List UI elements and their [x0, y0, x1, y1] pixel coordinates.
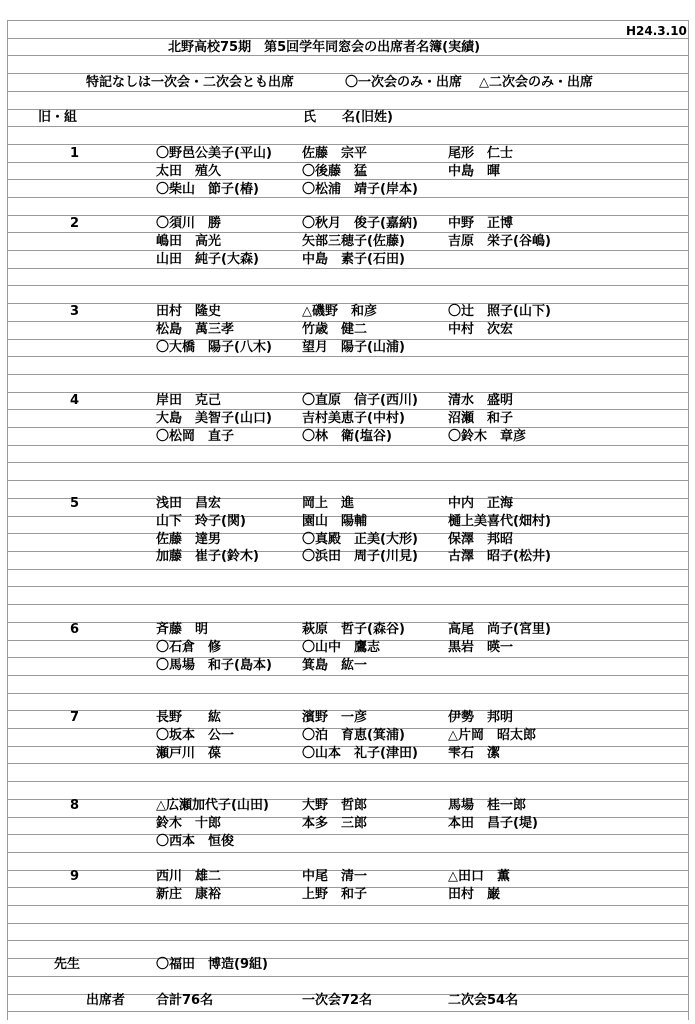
teacher-name: 〇福田 博造(9組): [156, 957, 268, 972]
grid-line: [7, 586, 688, 587]
attendee-name: 黒岩 暎一: [448, 640, 514, 655]
grid-line: [7, 462, 688, 463]
attendee-name: 岡上 進: [302, 496, 355, 511]
class-number: 5: [70, 496, 80, 511]
grid-line: [7, 763, 688, 764]
attendee-name: 中島 暉: [448, 164, 501, 179]
attendee-name: 岸田 克己: [156, 393, 222, 408]
grid-line: [7, 38, 688, 39]
class-number: 9: [70, 869, 80, 884]
page-title: 北野高校75期 第5回学年同窓会の出席者名簿(実績): [168, 40, 481, 55]
grid-line: [7, 1011, 688, 1012]
attendee-name: △田口 薫: [448, 869, 510, 884]
attendee-name: 〇浜田 周子(川見): [302, 549, 418, 564]
attendee-name: 〇山中 鷹志: [302, 640, 381, 655]
attendee-name: 高尾 尚子(宮里): [448, 622, 551, 637]
attendee-name: 古澤 昭子(松井): [448, 549, 551, 564]
legend-first-only: 〇一次会のみ・出席: [345, 75, 463, 90]
attendee-name: △磯野 和彦: [302, 304, 377, 319]
attendee-name: 山田 純子(大森): [156, 252, 259, 267]
grid-line: [7, 940, 688, 941]
attendee-name: 〇山本 礼子(津田): [302, 746, 418, 761]
attendee-name: 〇真殿 正美(大形): [302, 532, 418, 547]
grid-line: [7, 268, 688, 269]
grid-line: [7, 356, 688, 357]
class-number: 4: [70, 393, 80, 408]
class-number: 7: [70, 710, 80, 725]
attendee-name: 本多 三郎: [302, 816, 368, 831]
attendee-name: 〇須川 勝: [156, 216, 222, 231]
attendee-name: 本田 昌子(堤): [448, 816, 538, 831]
attendee-name: 瀬戸川 葆: [156, 746, 222, 761]
legend-second-only: △二次会のみ・出席: [479, 75, 593, 90]
grid-line: [7, 675, 688, 676]
grid-line: [7, 445, 688, 446]
attendee-name: 望月 陽子(山浦): [302, 340, 405, 355]
grid-line: [7, 20, 688, 21]
grid-line: [7, 604, 688, 605]
attendee-name: 中野 正博: [448, 216, 514, 231]
grid-line: [7, 409, 688, 410]
attendee-name: 〇鈴木 章彦: [448, 429, 527, 444]
attendee-name: 嶋田 高光: [156, 234, 222, 249]
grid-line: [7, 976, 688, 977]
attendee-name: 雫石 潔: [448, 746, 501, 761]
grid-left-edge: [7, 20, 8, 1020]
totals-total: 合計76名: [156, 993, 214, 1008]
attendee-name: 山下 玲子(関): [156, 514, 246, 529]
attendee-name: 〇林 衛(塩谷): [302, 429, 392, 444]
grid-line: [7, 91, 688, 92]
date-stamp: H24.3.10: [626, 24, 687, 38]
teacher-label: 先生: [54, 957, 81, 972]
column-header-name: 氏 名(旧姓): [303, 110, 393, 125]
grid-line: [7, 958, 688, 959]
attendee-name: 加藤 崔子(鈴木): [156, 549, 259, 564]
class-number: 3: [70, 304, 80, 319]
attendee-name: 馬場 桂一郎: [448, 798, 527, 813]
attendee-name: 松島 萬三孝: [156, 322, 235, 337]
attendee-name: 斉藤 明: [156, 622, 209, 637]
grid-line: [7, 162, 688, 163]
class-number: 8: [70, 798, 80, 813]
attendee-name: 〇泊 育恵(箕浦): [302, 728, 405, 743]
attendee-name: 〇坂本 公一: [156, 728, 235, 743]
attendee-name: 中島 素子(石田): [302, 252, 405, 267]
attendee-name: 田村 巌: [448, 887, 501, 902]
attendee-name: 〇馬場 和子(島本): [156, 658, 272, 673]
attendee-name: 中内 正海: [448, 496, 514, 511]
grid-line: [7, 250, 688, 251]
attendee-name: 吉村美恵子(中村): [302, 411, 405, 426]
grid-line: [7, 374, 688, 375]
attendee-name: 園山 陽輔: [302, 514, 368, 529]
attendee-name: 〇松浦 靖子(岸本): [302, 182, 418, 197]
attendee-name: 〇柴山 節子(椿): [156, 182, 259, 197]
attendee-name: 竹歳 健二: [302, 322, 368, 337]
attendee-name: 中村 次宏: [448, 322, 514, 337]
grid-line: [7, 73, 688, 74]
attendee-name: 長野 紘: [156, 710, 222, 725]
grid-line: [7, 232, 688, 233]
attendee-name: 吉原 栄子(谷嶋): [448, 234, 551, 249]
attendee-name: 新庄 康裕: [156, 887, 222, 902]
attendee-name: 浅田 昌宏: [156, 496, 222, 511]
class-number: 6: [70, 622, 80, 637]
attendee-name: 保澤 邦昭: [448, 532, 514, 547]
grid-line: [7, 285, 688, 286]
totals-label: 出席者: [86, 993, 126, 1008]
attendee-name: 佐藤 宗平: [302, 146, 368, 161]
legend-both: 特記なしは一次会・二次会とも出席: [86, 75, 295, 90]
attendee-name: 矢部三穂子(佐藤): [302, 234, 405, 249]
attendee-name: 〇西本 恒俊: [156, 834, 235, 849]
attendee-name: 沼瀬 和子: [448, 411, 514, 426]
grid-line: [7, 569, 688, 570]
attendee-name: 〇野邑公美子(平山): [156, 146, 272, 161]
attendee-name: 田村 隆史: [156, 304, 222, 319]
attendee-name: 樋上美喜代(畑村): [448, 514, 551, 529]
class-number: 2: [70, 216, 80, 231]
attendee-name: 〇辻 照子(山下): [448, 304, 551, 319]
grid-line: [7, 834, 688, 835]
grid-line: [7, 693, 688, 694]
attendee-name: 大島 美智子(山口): [156, 411, 272, 426]
attendee-name: 〇石倉 修: [156, 640, 222, 655]
grid-line: [7, 852, 688, 853]
grid-line: [7, 144, 688, 145]
grid-line: [7, 781, 688, 782]
totals-second: 二次会54名: [448, 993, 519, 1008]
attendee-name: 西川 雄二: [156, 869, 222, 884]
column-header-class: 旧・組: [38, 110, 78, 125]
grid-line: [7, 126, 688, 127]
class-number: 1: [70, 146, 80, 161]
attendee-name: 〇松岡 直子: [156, 429, 235, 444]
grid-right-edge: [688, 20, 689, 1020]
attendee-name: 箕島 紘一: [302, 658, 368, 673]
attendee-name: △広瀬加代子(山田): [156, 798, 269, 813]
grid-line: [7, 923, 688, 924]
attendee-name: 〇大橋 陽子(八木): [156, 340, 272, 355]
grid-line: [7, 427, 688, 428]
attendee-name: 伊勢 邦明: [448, 710, 514, 725]
attendee-name: 大野 哲郎: [302, 798, 368, 813]
attendee-name: 鈴木 十郎: [156, 816, 222, 831]
attendee-name: 尾形 仁士: [448, 146, 514, 161]
attendee-name: 〇秋月 俊子(嘉納): [302, 216, 418, 231]
attendee-name: 〇後藤 猛: [302, 164, 368, 179]
grid-line: [7, 480, 688, 481]
attendee-name: 中尾 清一: [302, 869, 368, 884]
totals-first: 一次会72名: [302, 993, 373, 1008]
attendee-name: 佐藤 達男: [156, 532, 222, 547]
attendee-name: 〇直原 信子(西川): [302, 393, 418, 408]
attendee-name: 太田 殖久: [156, 164, 222, 179]
attendee-name: 濱野 一彦: [302, 710, 368, 725]
attendee-name: 萩原 哲子(森谷): [302, 622, 405, 637]
attendee-name: 上野 和子: [302, 887, 368, 902]
attendee-name: △片岡 昭太郎: [448, 728, 536, 743]
grid-line: [7, 905, 688, 906]
attendee-name: 清水 盛明: [448, 393, 514, 408]
